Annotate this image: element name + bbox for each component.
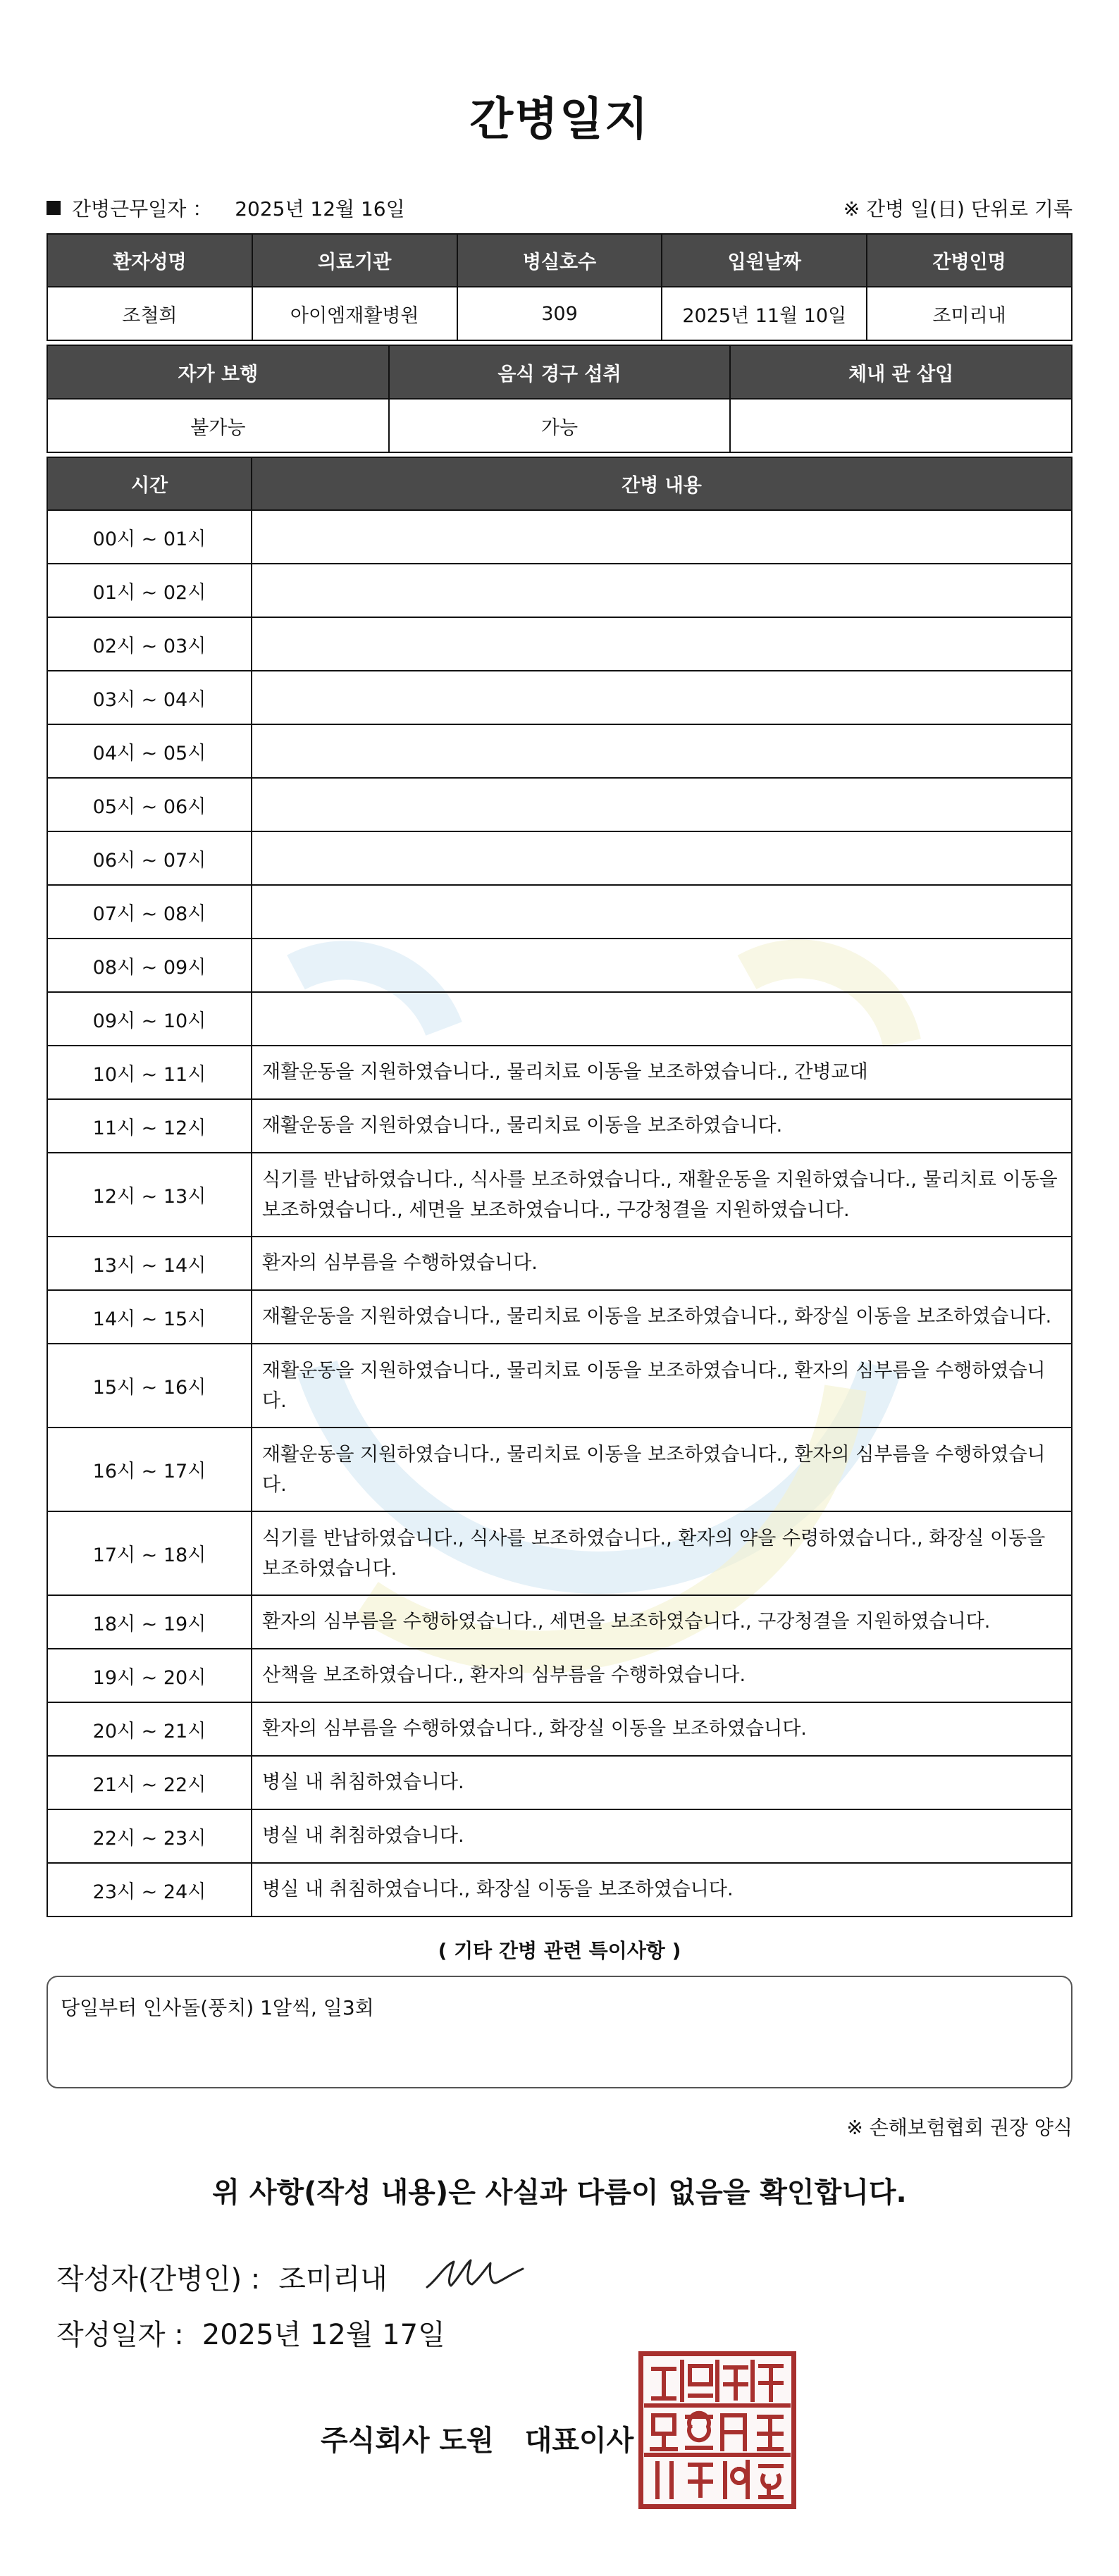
log-time: 13시 ~ 14시 <box>47 1237 252 1290</box>
status-value-row <box>47 399 1072 452</box>
log-time: 01시 ~ 02시 <box>47 564 252 617</box>
header-hospital: 의료기관 <box>252 234 457 287</box>
log-row <box>47 1702 1072 1756</box>
log-content: 병실 내 취침하였습니다. <box>252 1809 1072 1863</box>
log-time: 17시 ~ 18시 <box>47 1511 252 1595</box>
log-content: 환자의 심부름을 수행하였습니다. <box>252 1237 1072 1290</box>
log-time: 15시 ~ 16시 <box>47 1344 252 1428</box>
patient-name: 조철희 <box>47 287 252 340</box>
log-time: 04시 ~ 05시 <box>47 724 252 778</box>
log-time: 08시 ~ 09시 <box>47 939 252 992</box>
log-time: 11시 ~ 12시 <box>47 1099 252 1153</box>
confirmation-statement: 위 사항(작성 내용)은 사실과 다름이 없음을 확인합니다. <box>212 2176 907 2209</box>
log-content <box>252 510 1072 564</box>
hourly-care-log-table <box>47 457 1072 1917</box>
log-time: 02시 ~ 03시 <box>47 617 252 671</box>
oral-intake-value: 가능 <box>389 399 731 452</box>
log-content: 식기를 반납하였습니다., 식사를 보조하였습니다., 환자의 약을 수령하였습니다., 화장실 이동을 보조하였습니다. <box>252 1511 1072 1595</box>
room-number: 309 <box>457 287 662 340</box>
write-date-label: 작성일자 : <box>56 2319 184 2351</box>
meta-row <box>47 194 1072 222</box>
log-time: 03시 ~ 04시 <box>47 671 252 724</box>
log-content <box>252 831 1072 885</box>
log-content <box>252 671 1072 724</box>
work-date-label: 간병근무일자 ： <box>72 197 213 221</box>
caregiver-name: 조미리내 <box>867 287 1072 340</box>
log-row <box>47 1046 1072 1099</box>
log-row <box>47 831 1072 885</box>
log-time: 06시 ~ 07시 <box>47 831 252 885</box>
admission-date: 2025년 11월 10일 <box>662 287 867 340</box>
log-row <box>47 1237 1072 1290</box>
header-time: 시간 <box>47 457 252 510</box>
write-date-row <box>56 2312 445 2353</box>
log-time: 05시 ~ 06시 <box>47 778 252 831</box>
log-header-row <box>47 457 1072 510</box>
log-content: 병실 내 취침하였습니다., 화장실 이동을 보조하였습니다. <box>252 1863 1072 1916</box>
company-seal <box>638 2351 796 2509</box>
log-time: 00시 ~ 01시 <box>47 510 252 564</box>
representative-title: 대표이사 <box>524 2425 634 2457</box>
log-row <box>47 939 1072 992</box>
patient-status-table <box>47 345 1072 453</box>
log-content <box>252 724 1072 778</box>
notes-heading: ( 기타 간병 관련 특이사항 ) <box>438 1939 681 1962</box>
log-row <box>47 617 1072 671</box>
header-self-walking: 자가 보행 <box>47 345 389 399</box>
log-content: 환자의 심부름을 수행하였습니다., 세면을 보조하였습니다., 구강청결을 지원하였습니다. <box>252 1595 1072 1649</box>
tube-insertion-value <box>730 399 1072 452</box>
square-bullet-icon <box>47 201 61 215</box>
log-content: 식기를 반납하였습니다., 식사를 보조하였습니다., 재활운동을 지원하였습니다., 물리치료 이동을 보조하였습니다., 세면을 보조하였습니다., 구강청결을 지원하였습니다. <box>252 1153 1072 1237</box>
log-content: 재활운동을 지원하였습니다., 물리치료 이동을 보조하였습니다., 환자의 심부름을 수행하였습니다. <box>252 1344 1072 1428</box>
log-time: 23시 ~ 24시 <box>47 1863 252 1916</box>
work-date-value: 2025년 12월 16일 <box>235 197 405 221</box>
log-row <box>47 1428 1072 1511</box>
log-time: 22시 ~ 23시 <box>47 1809 252 1863</box>
log-time: 20시 ~ 21시 <box>47 1702 252 1756</box>
log-content <box>252 617 1072 671</box>
log-row <box>47 671 1072 724</box>
log-content: 재활운동을 지원하였습니다., 물리치료 이동을 보조하였습니다. <box>252 1099 1072 1153</box>
patient-value-row <box>47 287 1072 340</box>
log-row <box>47 778 1072 831</box>
header-caregiver-name: 간병인명 <box>867 234 1072 287</box>
self-walking-value: 불가능 <box>47 399 389 452</box>
log-row <box>47 885 1072 939</box>
log-row <box>47 1344 1072 1428</box>
log-row <box>47 564 1072 617</box>
special-notes-text: 당일부터 인사돌(풍치) 1알씩, 일3회 <box>61 1996 374 2019</box>
header-oral-intake: 음식 경구 섭취 <box>389 345 731 399</box>
hospital-name: 아이엠재활병원 <box>252 287 457 340</box>
log-content <box>252 778 1072 831</box>
author-row <box>56 2252 528 2301</box>
work-date-group <box>47 194 405 222</box>
status-header-row <box>47 345 1072 399</box>
handwritten-signature <box>423 2252 528 2301</box>
log-content: 환자의 심부름을 수행하였습니다., 화장실 이동을 보조하였습니다. <box>252 1702 1072 1756</box>
log-time: 14시 ~ 15시 <box>47 1290 252 1344</box>
log-time: 07시 ~ 08시 <box>47 885 252 939</box>
company-signature-line <box>321 2418 633 2458</box>
header-care-content: 간병 내용 <box>252 457 1072 510</box>
log-row <box>47 510 1072 564</box>
log-time: 19시 ~ 20시 <box>47 1649 252 1702</box>
log-row <box>47 1153 1072 1237</box>
log-row <box>47 1649 1072 1702</box>
log-row <box>47 1809 1072 1863</box>
log-content <box>252 885 1072 939</box>
log-row <box>47 1290 1072 1344</box>
log-row <box>47 1863 1072 1916</box>
log-row <box>47 724 1072 778</box>
header-admission-date: 입원날짜 <box>662 234 867 287</box>
log-time: 09시 ~ 10시 <box>47 992 252 1046</box>
patient-info-table <box>47 233 1072 341</box>
log-row <box>47 1756 1072 1809</box>
write-date-value: 2025년 12월 17일 <box>202 2319 445 2351</box>
log-time: 16시 ~ 17시 <box>47 1428 252 1511</box>
document-title: 간병일지 <box>469 94 650 146</box>
log-time: 18시 ~ 19시 <box>47 1595 252 1649</box>
patient-header-row <box>47 234 1072 287</box>
log-content <box>252 939 1072 992</box>
special-notes-box <box>47 1976 1072 2088</box>
log-content: 병실 내 취침하였습니다. <box>252 1756 1072 1809</box>
header-room-number: 병실호수 <box>457 234 662 287</box>
association-note: ※ 손해보험협회 권장 양식 <box>846 2116 1072 2139</box>
company-name: 주식회사 도원 <box>321 2425 494 2457</box>
author-label: 작성자(간병인) : <box>56 2262 261 2296</box>
log-time: 12시 ~ 13시 <box>47 1153 252 1237</box>
log-content <box>252 992 1072 1046</box>
seal-stamp-icon <box>643 2356 791 2504</box>
log-time: 21시 ~ 22시 <box>47 1756 252 1809</box>
log-row <box>47 1595 1072 1649</box>
log-content: 재활운동을 지원하였습니다., 물리치료 이동을 보조하였습니다., 환자의 심부름을 수행하였습니다. <box>252 1428 1072 1511</box>
log-row <box>47 992 1072 1046</box>
log-content: 산책을 보조하였습니다., 환자의 심부름을 수행하였습니다. <box>252 1649 1072 1702</box>
log-content: 재활운동을 지원하였습니다., 물리치료 이동을 보조하였습니다., 화장실 이동을 보조하였습니다. <box>252 1290 1072 1344</box>
log-time: 10시 ~ 11시 <box>47 1046 252 1099</box>
header-tube-insertion: 체내 관 삽입 <box>730 345 1072 399</box>
log-row <box>47 1099 1072 1153</box>
log-row <box>47 1511 1072 1595</box>
header-patient-name: 환자성명 <box>47 234 252 287</box>
log-content: 재활운동을 지원하였습니다., 물리치료 이동을 보조하였습니다., 간병교대 <box>252 1046 1072 1099</box>
log-content <box>252 564 1072 617</box>
author-name: 조미리내 <box>278 2262 388 2296</box>
record-unit-note: ※ 간병 일(日) 단위로 기록 <box>843 197 1072 221</box>
